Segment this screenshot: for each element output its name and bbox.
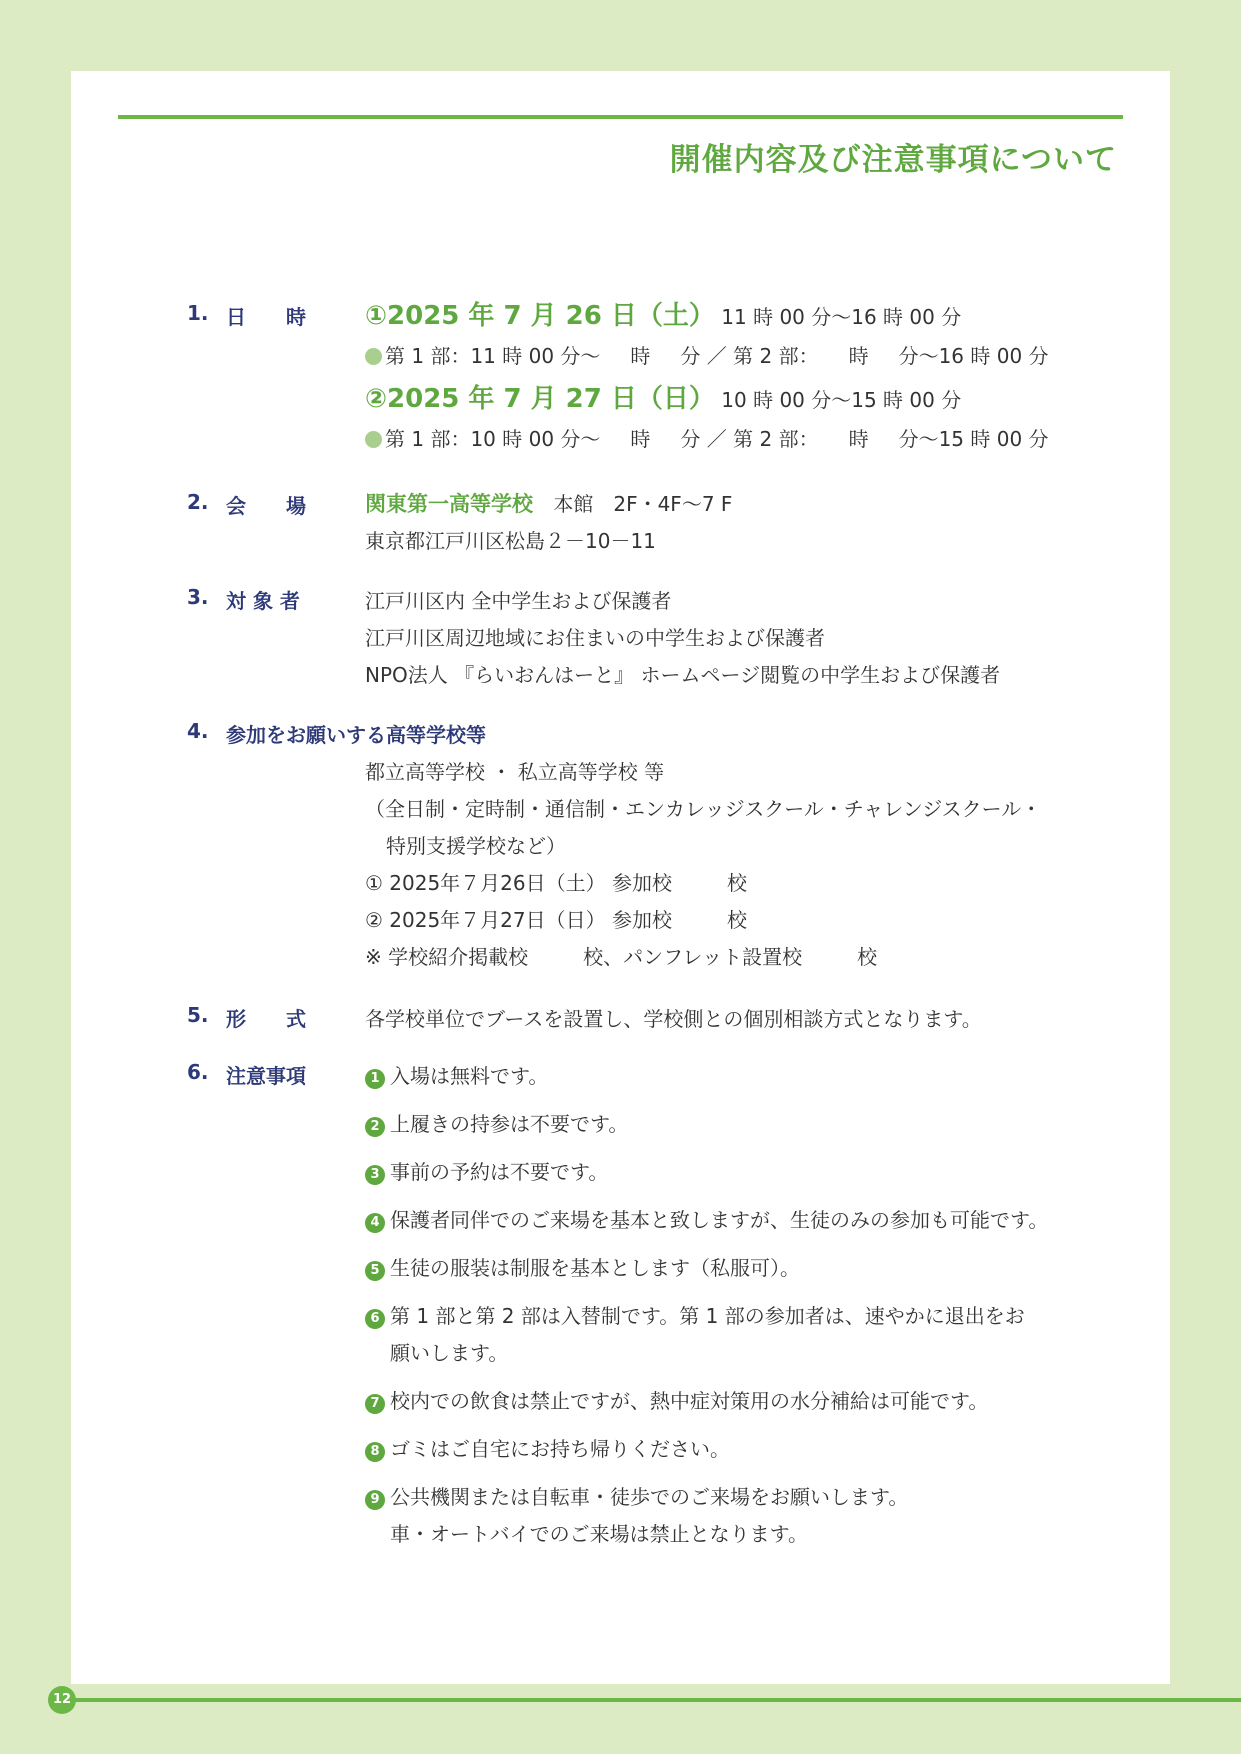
venue-line bbox=[365, 488, 732, 518]
notice-text: 上履きの持参は不要です。 bbox=[390, 1112, 629, 1136]
section-1-number: 1. bbox=[187, 301, 209, 325]
date-1-line bbox=[365, 295, 961, 332]
number-badge-icon: 8 bbox=[365, 1442, 385, 1462]
notice-item-9 bbox=[365, 1481, 908, 1510]
page-number: 12 bbox=[48, 1686, 76, 1714]
section-2-label: 会 場 bbox=[226, 494, 306, 518]
number-badge-icon: 1 bbox=[365, 1069, 385, 1089]
notice-text: 生徒の服装は制服を基本とします（私服可）。 bbox=[390, 1256, 800, 1280]
venue-building: 本館 2F・4F〜7 F bbox=[553, 492, 733, 516]
day-1-unit: 校 bbox=[727, 871, 747, 895]
page-title: 開催内容及び注意事項について bbox=[669, 142, 1117, 178]
notice-item-7 bbox=[365, 1385, 988, 1414]
date-1: ①2025 年 7 月 26 日（土） bbox=[365, 301, 715, 331]
part-2-end: 分〜16 時 00 分 bbox=[898, 344, 1049, 368]
section-3-label: 対 象 者 bbox=[226, 589, 300, 613]
section-5-label: 形 式 bbox=[226, 1007, 306, 1031]
date-1-parts bbox=[365, 340, 1049, 369]
number-badge-icon: 2 bbox=[365, 1117, 385, 1137]
schools-day-1 bbox=[365, 867, 747, 896]
number-badge-icon: 5 bbox=[365, 1261, 385, 1281]
notice-text: 事前の予約は不要です。 bbox=[390, 1160, 609, 1184]
section-2-number: 2. bbox=[187, 490, 209, 514]
day-2-unit: 校 bbox=[727, 908, 747, 932]
day-2-label: ② 2025年７月27日（日） 参加校 bbox=[365, 908, 672, 932]
part-1-hour-blank: 時 bbox=[630, 344, 651, 368]
notice-text: 入場は無料です。 bbox=[390, 1064, 549, 1088]
notice-item-9-cont: 車・オートバイでのご来場は禁止となります。 bbox=[390, 1522, 808, 1546]
bullet-dot-icon bbox=[365, 431, 382, 448]
audience-line-3: NPO法人 『らいおんはーと』 ホームページ閲覧の中学生および保護者 bbox=[365, 663, 1001, 687]
date-2-time: 10 時 00 分〜15 時 00 分 bbox=[721, 388, 962, 412]
notice-item-6-cont: 願いします。 bbox=[390, 1341, 509, 1365]
audience-line-2: 江戸川区周辺地域にお住まいの中学生および保護者 bbox=[365, 626, 825, 650]
notice-text: ゴミはご自宅にお持ち帰りください。 bbox=[390, 1437, 730, 1461]
venue-address: 東京都江戸川区松島２－10－11 bbox=[365, 529, 656, 553]
section-1-label: 日 時 bbox=[226, 305, 306, 329]
audience-line-1: 江戸川区内 全中学生および保護者 bbox=[365, 589, 672, 613]
notice-item-8 bbox=[365, 1433, 730, 1462]
notice-item-1 bbox=[365, 1060, 548, 1089]
note-unit: 校 bbox=[857, 945, 878, 969]
format-text: 各学校単位でブースを設置し、学校側との個別相談方式となります。 bbox=[365, 1007, 982, 1031]
schools-line-1: 都立高等学校 ・ 私立高等学校 等 bbox=[365, 760, 665, 784]
section-6-number: 6. bbox=[187, 1060, 209, 1084]
note-listed: ※ 学校紹介掲載校 bbox=[365, 945, 529, 969]
notice-item-6 bbox=[365, 1300, 1025, 1329]
part-1-start: 第 1 部：11 時 00 分〜 bbox=[385, 344, 601, 368]
notice-item-3 bbox=[365, 1156, 608, 1185]
schools-day-2 bbox=[365, 904, 747, 933]
notice-text: 第 1 部と第 2 部は入替制です。第 1 部の参加者は、速やかに退出をお bbox=[390, 1304, 1025, 1328]
date-2-parts bbox=[365, 423, 1049, 452]
day-1-label: ① 2025年７月26日（土） 参加校 bbox=[365, 871, 672, 895]
number-badge-icon: 7 bbox=[365, 1394, 385, 1414]
venue-name: 関東第一高等学校 bbox=[365, 492, 533, 516]
notice-item-4 bbox=[365, 1204, 1048, 1233]
schools-line-3: 特別支援学校など） bbox=[386, 834, 566, 858]
section-4-label: 参加をお願いする高等学校等 bbox=[226, 723, 486, 747]
notice-item-2 bbox=[365, 1108, 628, 1137]
section-5-number: 5. bbox=[187, 1003, 209, 1027]
part-2-start: 分 ／ 第 2 部： bbox=[680, 344, 819, 368]
part-2-hour-blank: 時 bbox=[848, 427, 869, 451]
section-3-number: 3. bbox=[187, 585, 209, 609]
date-2: ②2025 年 7 月 27 日（日） bbox=[365, 384, 715, 414]
header-rule bbox=[118, 115, 1123, 119]
footer-rule bbox=[62, 1698, 1241, 1702]
bullet-dot-icon bbox=[365, 348, 382, 365]
schools-line-2: （全日制・定時制・通信制・エンカレッジスクール・チャレンジスクール・ bbox=[365, 797, 1042, 821]
schools-note bbox=[365, 941, 877, 970]
number-badge-icon: 3 bbox=[365, 1165, 385, 1185]
number-badge-icon: 9 bbox=[365, 1490, 385, 1510]
part-1-hour-blank: 時 bbox=[630, 427, 651, 451]
part-2-hour-blank: 時 bbox=[848, 344, 869, 368]
notice-text: 保護者同伴でのご来場を基本と致しますが、生徒のみの参加も可能です。 bbox=[390, 1208, 1049, 1232]
part-2-start: 分 ／ 第 2 部： bbox=[680, 427, 819, 451]
part-1-start: 第 1 部：10 時 00 分〜 bbox=[385, 427, 601, 451]
notice-text: 公共機関または自転車・徒歩でのご来場をお願いします。 bbox=[390, 1485, 909, 1509]
notice-text: 校内での飲食は禁止ですが、熱中症対策用の水分補給は可能です。 bbox=[390, 1389, 989, 1413]
note-pamphlet: 校、パンフレット設置校 bbox=[583, 945, 803, 969]
number-badge-icon: 6 bbox=[365, 1309, 385, 1329]
notice-item-5 bbox=[365, 1252, 800, 1281]
section-4-number: 4. bbox=[187, 719, 209, 743]
date-2-line bbox=[365, 378, 961, 415]
part-2-end: 分〜15 時 00 分 bbox=[898, 427, 1049, 451]
number-badge-icon: 4 bbox=[365, 1213, 385, 1233]
date-1-time: 11 時 00 分〜16 時 00 分 bbox=[721, 305, 962, 329]
section-6-label: 注意事項 bbox=[226, 1064, 306, 1088]
